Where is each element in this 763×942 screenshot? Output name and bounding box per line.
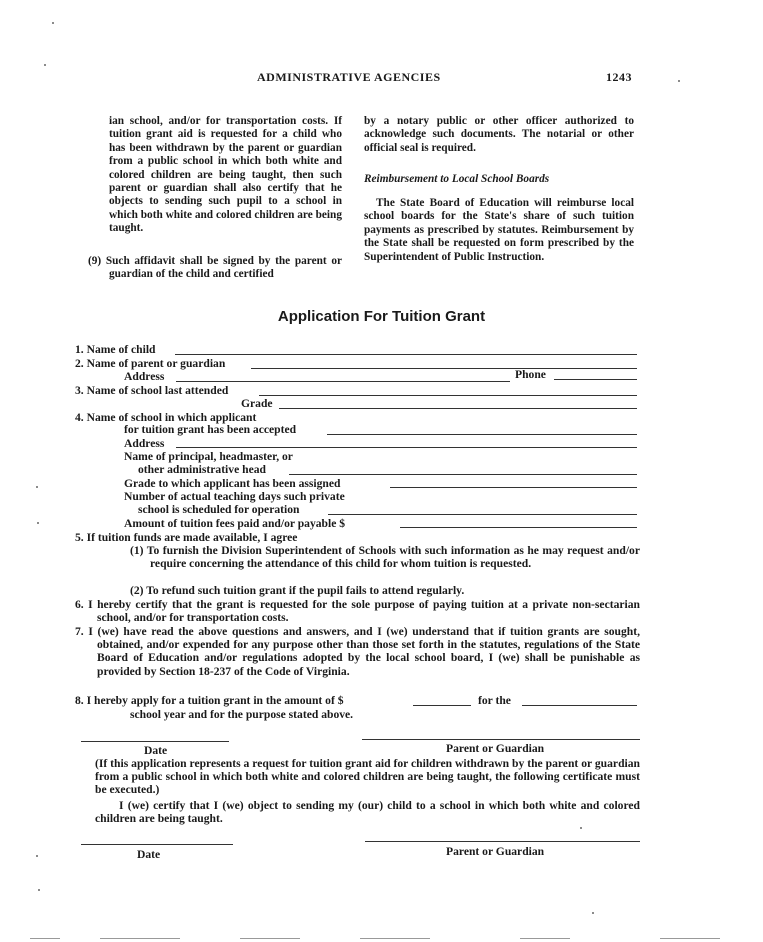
scan-speck [678, 80, 680, 82]
scan-edge-mark [520, 938, 570, 939]
scan-edge-mark [240, 938, 300, 939]
field-5-label: 5. If tuition funds are made available, I agree [75, 531, 298, 544]
reimbursement-subheading: Reimbursement to Local School Boards [364, 173, 550, 185]
field-3-grade-label: Grade [241, 397, 273, 410]
field-8-amount-line[interactable] [413, 705, 471, 706]
date-label-2: Date [137, 848, 161, 861]
scan-speck [37, 522, 39, 524]
scan-edge-mark [100, 938, 180, 939]
field-4f-line[interactable] [400, 527, 637, 528]
scan-edge-mark [360, 938, 430, 939]
left-paragraph-1: ian school, and/or for transportation costs. If tuition grant aid is requested for a child who has been withdrawn by the parent or guardian from a public school in which both white and colored children are being taught, then such parent or guardian shall also certify that he objects to sending such pupil to a school in which both white and colored children are being taught. [109, 115, 342, 235]
certificate-statement [95, 799, 640, 825]
field-4d-line[interactable] [390, 487, 637, 488]
page-number: 1243 [606, 70, 632, 84]
field-4c-line[interactable] [289, 474, 637, 475]
guardian-signature-line[interactable] [362, 739, 640, 740]
scan-speck [36, 486, 38, 488]
item-7: 7. I (we) have read the above questions and answers, and I (we) understand that if tuition grants are sought, obtained, and/or expended for any purpose other than those set forth in the statutes, regulations of the State Board of Education and/or regulations adopted by the local school board, I (we) shall be punishable as provided by Section 18-237 of the Code of Virginia. [75, 625, 640, 678]
field-4f-label: Amount of tuition fees paid and/or payable $ [124, 517, 346, 530]
field-4a-line[interactable] [327, 434, 637, 435]
guardian-signature-line-2[interactable] [365, 841, 640, 842]
item-5-2: (2) To refund such tuition grant if the pupil fails to attend regularly. [130, 584, 465, 597]
left-column-item-9 [88, 255, 342, 282]
field-4b-label: Address [124, 437, 165, 450]
scan-speck [38, 889, 40, 891]
field-4c-label-1: Name of principal, headmaster, or [124, 450, 293, 463]
left-column [109, 115, 342, 236]
field-8-continuation: school year and for the purpose stated above. [130, 708, 354, 721]
scan-speck [36, 855, 38, 857]
right-column [364, 115, 634, 155]
scan-speck [592, 912, 594, 914]
item-6: 6. I hereby certify that the grant is requested for the sole purpose of paying tuition at a private non-sectarian school, and/or for transportation costs. [75, 598, 640, 625]
right-column-2 [364, 197, 634, 264]
certificate-note-text: (If this application represents a request for tuition grant aid for children withdrawn by the parent or guardian from a public school in which both white and colored children are being taught, the following certificate must be executed.) [95, 757, 640, 797]
field-4-label: 4. Name of school in which applicant [75, 411, 257, 424]
field-2-phone-label: Phone [515, 368, 546, 381]
field-2-address-line[interactable] [176, 381, 510, 382]
field-2-address-label: Address [124, 370, 165, 383]
date-signature-line[interactable] [81, 741, 229, 742]
field-3-label: 3. Name of school last attended [75, 384, 229, 397]
field-8-for-the-label: for the [478, 694, 511, 707]
field-4e-label-1: Number of actual teaching days such private [124, 490, 345, 503]
running-header-title: ADMINISTRATIVE AGENCIES [257, 70, 441, 84]
form-title: Application For Tuition Grant [277, 308, 486, 325]
field-8-label: 8. I hereby apply for a tuition grant in the amount of $ [75, 694, 344, 707]
field-4d-label: Grade to which applicant has been assigned [124, 477, 341, 490]
guardian-label: Parent or Guardian [446, 742, 545, 755]
guardian-label-2: Parent or Guardian [446, 845, 545, 858]
field-8-year-line[interactable] [522, 705, 637, 706]
field-3-line[interactable] [259, 395, 637, 396]
item-5-1: (1) To furnish the Division Superintendent of Schools with such information as he may request and/or require concerning the attendance of this child for whom tuition is requested. [130, 544, 640, 571]
certificate-statement-text: I (we) certify that I (we) object to sending my (our) child to a school in which both white and colored children are being taught. [95, 799, 640, 826]
certificate-note [95, 757, 640, 797]
field-1-line[interactable] [175, 354, 637, 355]
field-4e-label-2: school is scheduled for operation [138, 503, 300, 516]
item-9-number: (9) [88, 255, 102, 267]
field-4b-line[interactable] [176, 447, 637, 448]
scan-speck [44, 64, 46, 66]
right-paragraph-2: The State Board of Education will reimburse local school boards for the State's share of such tuition payments as prescribed by statutes. Reimbursement by the State shall be requested on form prescribed by the Superintendent of Public Instruction. [364, 197, 634, 263]
field-3-grade-line[interactable] [279, 408, 637, 409]
scan-speck [580, 827, 582, 829]
field-2-label: 2. Name of parent or guardian [75, 357, 226, 370]
right-paragraph-1: by a notary public or other officer authorized to acknowledge such documents. The notarial or other official seal is required. [364, 115, 634, 154]
scan-edge-mark [660, 938, 720, 939]
left-paragraph-2: Such affidavit shall be signed by the parent or guardian of the child and certified [105, 255, 342, 281]
field-4c-label-2: other administrative head [138, 463, 266, 476]
date-signature-line-2[interactable] [81, 844, 233, 845]
field-2-phone-line[interactable] [554, 379, 637, 380]
field-4e-line[interactable] [328, 514, 637, 515]
field-1-label: 1. Name of child [75, 343, 156, 356]
scan-edge-mark [30, 938, 60, 939]
field-4a-label: for tuition grant has been accepted [124, 423, 297, 436]
scan-speck [52, 22, 54, 24]
date-label: Date [144, 744, 168, 757]
field-2-line[interactable] [251, 368, 637, 369]
